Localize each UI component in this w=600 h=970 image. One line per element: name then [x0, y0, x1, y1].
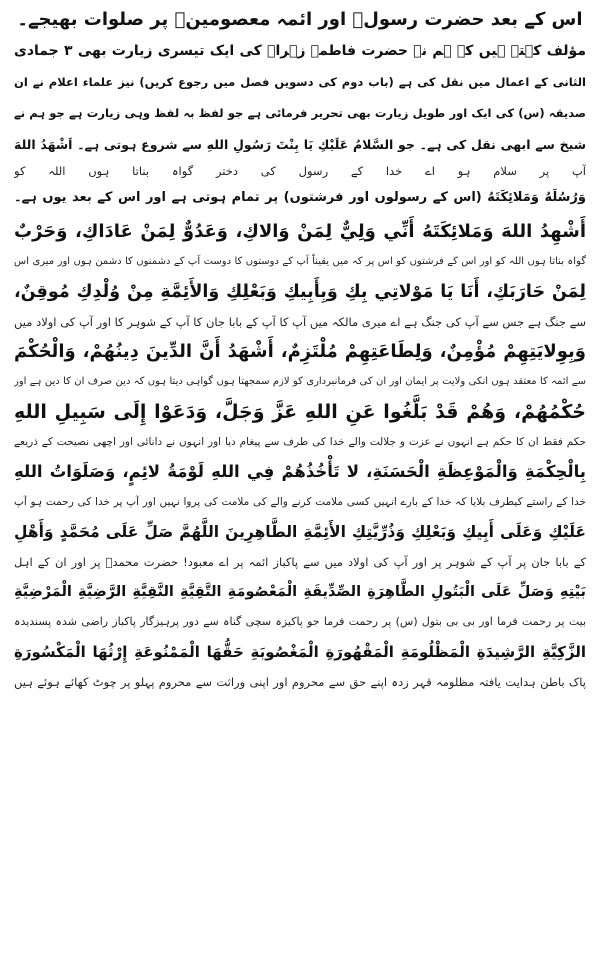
arabic-line-7: بَيْتِهِ وَصَلِّ عَلَى الْبَتُولِ الطَّاهِرَةِ الصِّدِّيقَةِ الْمَعْصُومَةِ التَّقِيَّةِ النَّقِيَّةِ الرَّضِيَّةِ الْمَرْضِيَّةِ: [14, 584, 586, 600]
translation-line-intro: آپ پر سلام ہو اے خدا کے رسول کی دختر گواہ بناتا ہوں اللہ کو: [14, 164, 586, 178]
paragraph-line-5: وَرُسُلَهُ وَمَلائِكَتَهُ (اس کے رسولوں اور فرشتوں) پر تمام ہوتی ہے اور اس کے بعد یوں ہے۔: [14, 190, 586, 205]
arabic-line-8: الزَّكِيَّةِ الرَّشِيدَةِ الْمَظْلُومَةِ الْمَقْهُورَةِ الْمَغْصُوبَةِ حَقُّهَا الْمَمْنُوعَةِ إِرْثُهَا الْمَكْسُورَةِ: [14, 643, 586, 661]
translation-line-3: سے ائمہ کا معتقد ہوں انکی ولایت پر ایمان اور ان کی فرمانبرداری کو لازم سمجھتا ہوں گواہی دیتا ہوں کہ دین صرف ان کا دین ہے اور: [14, 376, 586, 387]
arabic-line-1: أَشْهِدُ اللهَ وَمَلائِكَتَهُ أَنِّي وَلِيٌّ لِمَنْ وَالاكِ، وَعَدُوٌّ لِمَنْ عَادَاكِ، وَحَرْبٌ: [14, 221, 586, 242]
arabic-line-4: حُكْمُهُمْ، وَهُمْ قَدْ بَلَّغُوا عَنِ اللهِ عَزَّ وَجَلَّ، وَدَعَوْا إِلَى سَبِيلِ اللهِ: [14, 401, 586, 423]
arabic-line-3: وَبِوِلايَتِهِمْ مُؤْمِنٌ، وَلِطَاعَتِهِمْ مُلْتَزِمٌ، أَشْهَدُ أَنَّ الدِّينَ دِينُهُمْ، وَالْحُكْمَ: [14, 341, 586, 362]
paragraph-line-2: الثانی کے اعمال میں نقل کی ہے (باب دوم کی دسویں فصل میں رجوع کریں) نیز علماء اعلام نے ان: [14, 75, 586, 89]
paragraph-line-1: مؤلف کہتے ہیں کہ ہم نے حضرت فاطمہ زہراؑ کی ایک تیسری زیارت بھی ۳ جمادی: [14, 43, 586, 59]
arabic-line-5: بِالْحِكْمَةِ وَالْمَوْعِظَةِ الْحَسَنَةِ، لا تَأْخُذُهُمْ فِي اللهِ لَوْمَةُ لائِمٍ، وَصَلَوَاتُ اللهِ: [14, 462, 586, 481]
paragraph-line-3: صدیقہ (س) کی ایک اور طویل زیارت بھی تحریر فرمائی ہے جو لفظ بہ لفظ وہی زیارت ہے جو ہم نے: [14, 106, 586, 120]
translation-line-4: حکم فقط ان کا حکم ہے انہوں نے عزت و جلالت والے خدا کی طرف سے پیغام دیا اور انہوں نے دانائی اور اچھی نصیحت کے ذریعے: [14, 436, 586, 448]
translation-line-7: بیت پر رحمت فرما اور بی بی بتول (س) پر رحمت فرما جو پاکیزہ سچی گناہ سے دور پرہیزگار پاکباز راضی شدہ پسندیدہ: [14, 615, 586, 628]
translation-line-5: خدا کے راستے کیطرف بلایا کہ خدا کے بارے انہیں کسی ملامت کرنے والے کی ملامت کی پروا نہیں اور آپ پر خدا کی رحمت ہو آپ: [14, 496, 586, 508]
arabic-line-2: لِمَنْ حَارَبَكِ، أَنَا يَا مَوْلاتِي بِكِ وَبِأَبِيكِ وَبَعْلِكِ وَالأَئِمَّةِ مِنْ وُلْدِكِ مُوقِنٌ،: [14, 282, 586, 302]
arabic-line-6: عَلَيْكِ وَعَلَى أَبِيكِ وَبَعْلِكِ وَذُرِّيَّتِكِ الأَئِمَّةِ الطَّاهِرِينَ اللَّهُمَّ صَلِّ عَلَى مُحَمَّدٍ وَأَهْلِ: [14, 523, 586, 541]
paragraph-line-4: شیخ سے ابھی نقل کی ہے۔ جو السَّلامُ عَلَيْكِ يَا بِنْتَ رَسُولِ اللهِ سے شروع ہوتی ہے۔ اَشْهَدُ اللهَ: [14, 137, 586, 152]
section-heading: اس کے بعد حضرت رسولؐ اور ائمہ معصومینؑ پر صلوات بھیجے۔: [17, 9, 583, 30]
translation-line-2: سے جنگ ہے جس سے آپ کی جنگ ہے اے میری مالکہ میں آپ کا آپ کے بابا جان کا آپ کے شوہر کا اور آپ کی اولاد میں: [14, 315, 586, 329]
translation-line-6: کے بابا جان پر آپ کے شوہر پر اور آپ کی اولاد میں سے پاکباز ائمہ پر اے معبود! حضرت محمدؐ پر اور ان کے اہل: [14, 555, 586, 569]
translation-line-8: پاک باطن ہدایت یافتہ مظلومہ قہر زدہ اپنے حق سے محروم اور اپنی وراثت سے محروم پہلو پر چوٹ کھائے ہوئے ہیں: [14, 675, 586, 689]
translation-line-1: گواہ بناتا ہوں اللہ کو اور اس کے فرشتوں کو اس پر کہ میں یقیناً آپ کے دوستوں کا دوست آپ کے دشمنوں کا دشمن ہوں اور میری اس: [14, 256, 586, 267]
